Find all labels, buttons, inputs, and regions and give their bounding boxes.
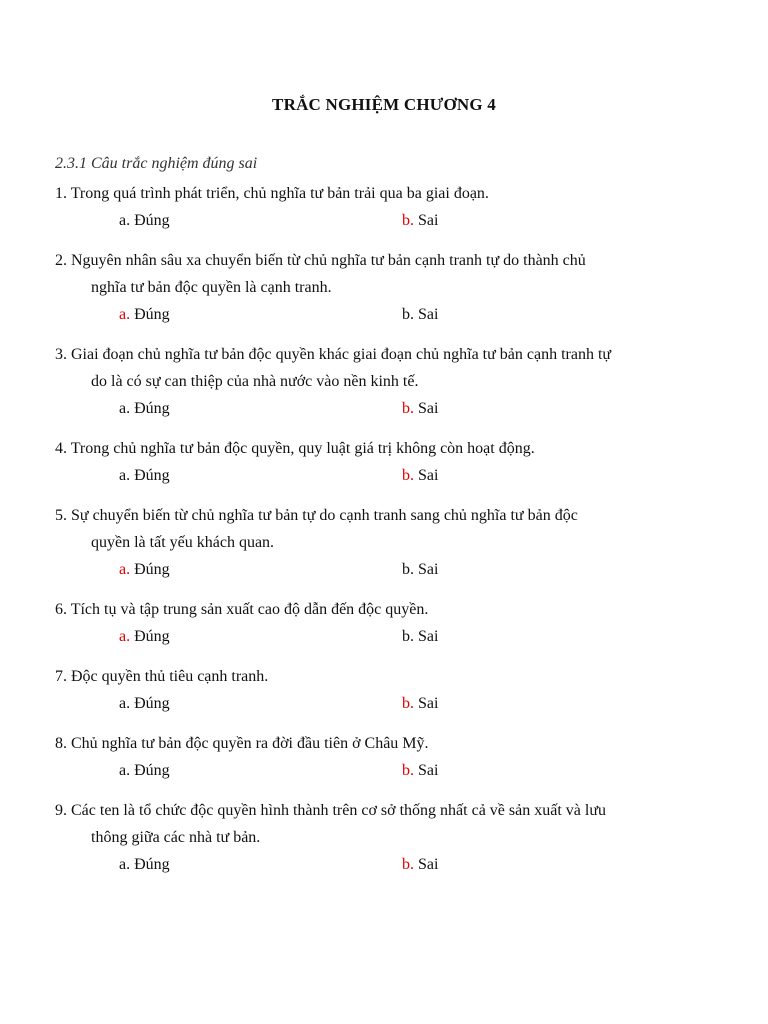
question-item bbox=[55, 247, 715, 328]
option-letter: a. bbox=[119, 212, 131, 229]
option-letter: b. bbox=[402, 561, 414, 578]
question-item bbox=[55, 730, 715, 784]
question-text: 7. Độc quyền thủ tiêu cạnh tranh. bbox=[55, 668, 269, 685]
option-a[interactable] bbox=[119, 207, 170, 234]
option-label: Đúng bbox=[130, 762, 170, 779]
question-text: 6. Tích tụ và tập trung sản xuất cao độ dẫn đến độc quyền. bbox=[55, 601, 429, 618]
option-label: Sai bbox=[414, 212, 439, 229]
answer-options bbox=[55, 395, 715, 422]
option-label: Đúng bbox=[130, 695, 170, 712]
question-item bbox=[55, 502, 715, 583]
question-text: 2. Nguyên nhân sâu xa chuyển biến từ chủ nghĩa tư bản cạnh tranh tự do thành chủ bbox=[55, 252, 586, 269]
option-letter: a. bbox=[119, 467, 131, 484]
option-letter: b. bbox=[402, 212, 414, 229]
question-text-continued: nghĩa tư bản độc quyền là cạnh tranh. bbox=[91, 279, 332, 296]
option-b[interactable] bbox=[402, 556, 438, 583]
question-text-continued: thông giữa các nhà tư bản. bbox=[91, 829, 261, 846]
option-b[interactable] bbox=[402, 690, 438, 717]
answer-options bbox=[55, 623, 715, 650]
option-a[interactable] bbox=[119, 301, 170, 328]
option-letter: a. bbox=[119, 762, 131, 779]
option-label: Sai bbox=[414, 628, 439, 645]
question-text: 5. Sự chuyển biến từ chủ nghĩa tư bản tự do cạnh tranh sang chủ nghĩa tư bản độc bbox=[55, 507, 578, 524]
option-letter: a. bbox=[119, 628, 131, 645]
page-title: TRẮC NGHIỆM CHƯƠNG 4 bbox=[272, 95, 496, 114]
question-item bbox=[55, 435, 715, 489]
option-b[interactable] bbox=[402, 301, 438, 328]
option-label: Đúng bbox=[130, 856, 170, 873]
option-letter: b. bbox=[402, 467, 414, 484]
option-label: Sai bbox=[414, 467, 439, 484]
option-letter: a. bbox=[119, 695, 131, 712]
question-item bbox=[55, 596, 715, 650]
option-b[interactable] bbox=[402, 462, 438, 489]
option-letter: b. bbox=[402, 695, 414, 712]
question-text: 3. Giai đoạn chủ nghĩa tư bản độc quyền khác giai đoạn chủ nghĩa tư bản cạnh tranh tự bbox=[55, 346, 612, 363]
option-letter: a. bbox=[119, 306, 131, 323]
option-letter: b. bbox=[402, 762, 414, 779]
question-item bbox=[55, 797, 715, 878]
question-text-continued: do là có sự can thiệp của nhà nước vào nền kinh tế. bbox=[91, 373, 419, 390]
option-b[interactable] bbox=[402, 395, 438, 422]
option-letter: a. bbox=[119, 561, 131, 578]
option-a[interactable] bbox=[119, 395, 170, 422]
option-label: Đúng bbox=[130, 212, 170, 229]
option-label: Sai bbox=[414, 400, 439, 417]
answer-options bbox=[55, 556, 715, 583]
question-text: 4. Trong chủ nghĩa tư bản độc quyền, quy luật giá trị không còn hoạt động. bbox=[55, 440, 535, 457]
answer-options bbox=[55, 851, 715, 878]
option-b[interactable] bbox=[402, 623, 438, 650]
option-b[interactable] bbox=[402, 207, 438, 234]
option-letter: b. bbox=[402, 400, 414, 417]
option-label: Sai bbox=[414, 762, 439, 779]
option-a[interactable] bbox=[119, 757, 170, 784]
option-letter: a. bbox=[119, 856, 131, 873]
question-item bbox=[55, 341, 715, 422]
answer-options bbox=[55, 301, 715, 328]
option-label: Đúng bbox=[130, 628, 170, 645]
option-label: Đúng bbox=[130, 561, 170, 578]
option-letter: a. bbox=[119, 400, 131, 417]
option-letter: b. bbox=[402, 856, 414, 873]
option-label: Sai bbox=[414, 856, 439, 873]
option-b[interactable] bbox=[402, 757, 438, 784]
question-text: 8. Chủ nghĩa tư bản độc quyền ra đời đầu tiên ở Châu Mỹ. bbox=[55, 735, 429, 752]
question-text: 1. Trong quá trình phát triển, chủ nghĩa tư bản trải qua ba giai đoạn. bbox=[55, 185, 489, 202]
option-label: Đúng bbox=[130, 306, 170, 323]
option-a[interactable] bbox=[119, 556, 170, 583]
answer-options bbox=[55, 207, 715, 234]
answer-options bbox=[55, 462, 715, 489]
question-text-continued: quyền là tất yếu khách quan. bbox=[91, 534, 275, 551]
option-label: Đúng bbox=[130, 467, 170, 484]
option-letter: b. bbox=[402, 628, 414, 645]
option-a[interactable] bbox=[119, 623, 170, 650]
option-a[interactable] bbox=[119, 462, 170, 489]
option-b[interactable] bbox=[402, 851, 438, 878]
option-a[interactable] bbox=[119, 851, 170, 878]
option-label: Sai bbox=[414, 561, 439, 578]
option-a[interactable] bbox=[119, 690, 170, 717]
option-label: Đúng bbox=[130, 400, 170, 417]
option-label: Sai bbox=[414, 695, 439, 712]
question-item bbox=[55, 663, 715, 717]
question-item bbox=[55, 180, 715, 234]
option-label: Sai bbox=[414, 306, 439, 323]
question-text: 9. Các ten là tổ chức độc quyền hình thành trên cơ sở thống nhất cả về sản xuất và lưu bbox=[55, 802, 606, 819]
answer-options bbox=[55, 757, 715, 784]
section-heading: 2.3.1 Câu trắc nghiệm đúng sai bbox=[55, 155, 258, 172]
option-letter: b. bbox=[402, 306, 414, 323]
answer-options bbox=[55, 690, 715, 717]
